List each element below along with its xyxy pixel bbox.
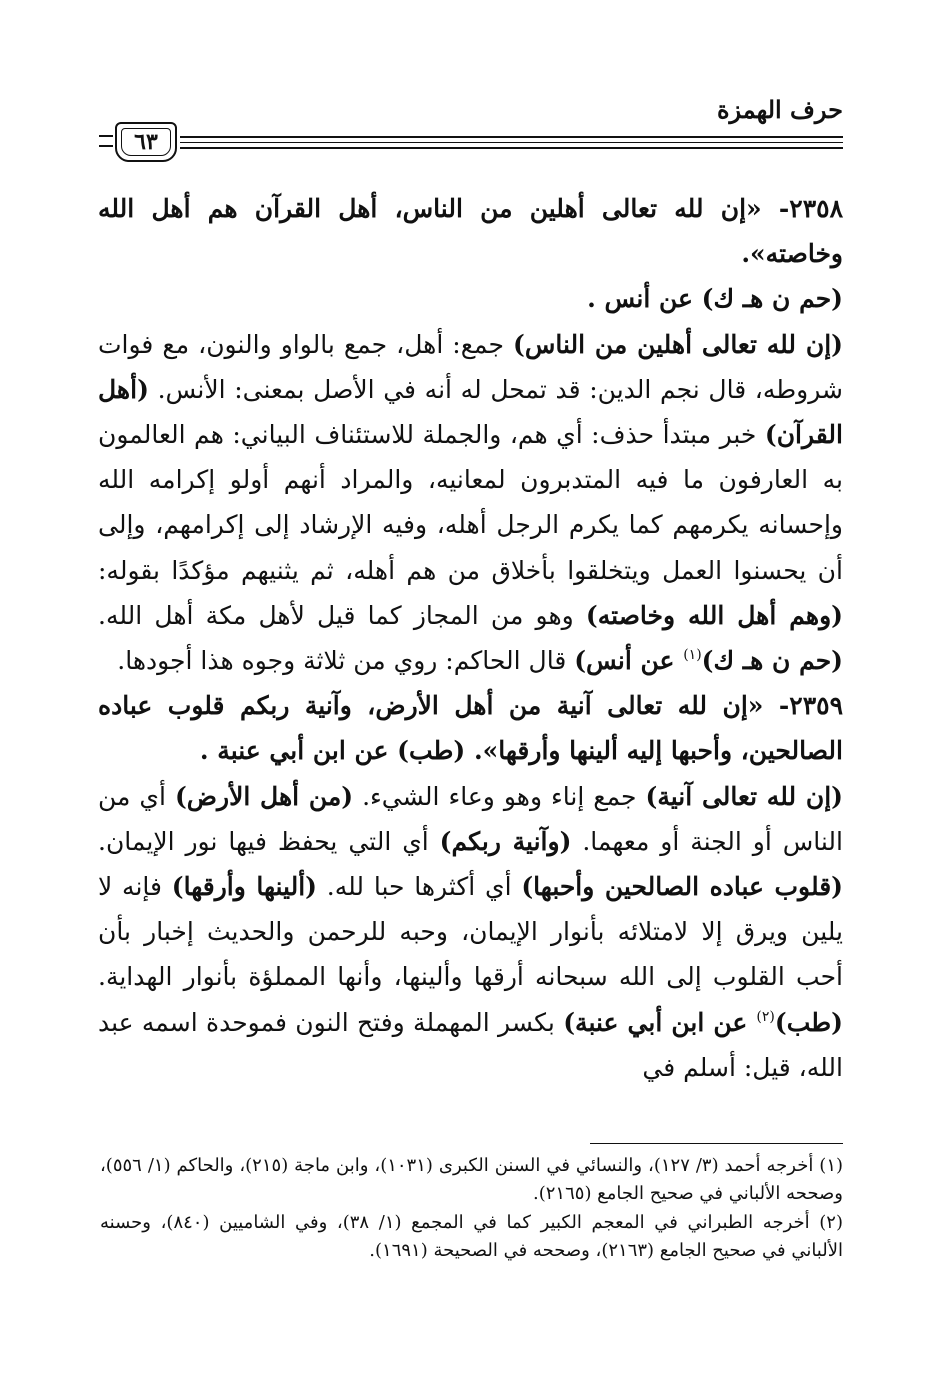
hadith-entry-2358	[98, 186, 843, 322]
lemma: (إن لله تعالى أهلين من الناس)	[512, 329, 843, 359]
footnote-1: (١) أخرجه أحمد (٣/ ١٢٧)، والنسائي في السنن الكبرى (١٠٣١)، وابن ماجة (٢١٥)، والحاكم (١/ ٥٥٦)، وصححه الألباني في صحيح الجامع (٢١٦٥).	[100, 1155, 844, 1204]
main-text	[98, 186, 843, 1090]
commentary-text: أي التي يحفظ فيها نور الإيمان.	[98, 826, 440, 856]
lemma: (ألينها وأرقها)	[171, 872, 317, 902]
commentary-text: أي من الناس أو الجنة أو معهما.	[98, 781, 843, 856]
hadith-text: ٢٣٥٨- «إن لله تعالى أهلين من الناس، أهل القرآن هم أهل الله وخاصته».	[98, 194, 843, 269]
footnote-2: (٢) أخرجه الطبراني في المعجم الكبير كما في المجمع (١/ ٣٨)، وفي الشاميين (٨٤٠)، وحسنه الألباني في صحيح الجامع (٢١٦٣)، وصححه في الصحيحة (١٦٩١).	[100, 1212, 843, 1261]
commentary-text: جمع: أهل، جمع بالواو والنون، مع فوات شروطه، قال نجم الدين: قد تمحل له أنه في الأصل بمعنى: الأنس.	[98, 329, 843, 404]
lemma: (إن لله تعالى آنية)	[645, 781, 843, 811]
footnote-ref[interactable]: (١)	[683, 647, 702, 664]
commentary-2359	[98, 774, 843, 1090]
footnote-ref[interactable]: (٢)	[756, 1008, 775, 1025]
lemma: (أهل القرآن)	[98, 374, 843, 450]
commentary-2358	[98, 322, 843, 684]
commentary-text: بكسر المهملة وفتح النون فموحدة اسمه عبد الله، قيل: أسلم في	[98, 1007, 843, 1082]
hadith-text: ٢٣٥٩- «إن لله تعالى آنية من أهل الأرض، وآنية ربكم قلوب عباده الصالحين، وأحبها إليه ألينها وأرقها». (طب) عن ابن أبي عنبة .	[98, 691, 843, 766]
lemma: عن ابن أبي عنبة)	[563, 1007, 757, 1037]
commentary-text: وهو من المجاز كما قيل لأهل مكة أهل الله.	[98, 600, 586, 630]
commentary-text: قال الحاكم: روي من ثلاثة وجوه هذا أجودها.	[117, 646, 575, 676]
lemma: (قلوب عباده الصالحين وأحبها)	[521, 872, 843, 902]
commentary-text: جمع إناء وهو وعاء الشيء.	[353, 781, 646, 811]
commentary-text: فإنه لا يلين ويرق إلا لامتلائه بأنوار الإيمان، وحبه للرحمن والحديث إخبار بأن أحب القلوب إلى الله سبحانه أرقها وألينها، وأنها المملؤة بأنوار الهداية.	[98, 872, 843, 992]
page-number: ٦٣	[115, 122, 177, 162]
header-rule	[180, 142, 843, 143]
lemma: عن أنس)	[574, 646, 684, 676]
footnote-separator	[590, 1143, 843, 1144]
page-number-ornament	[99, 135, 113, 147]
lemma: (من أهل الأرض)	[174, 781, 354, 811]
hadith-entry-2359	[98, 683, 843, 773]
running-title: حرف الهمزة	[716, 95, 843, 124]
hadith-source: (حم ن هـ ك) عن أنس .	[587, 284, 843, 314]
header-rule	[180, 147, 843, 149]
footnotes	[100, 1152, 843, 1266]
commentary-text: خبر مبتدأ حذف: أي هم، والجملة للاستئناف البياني: هم العالمون به العارفون ما فيه المتدبرون لمعانيه، والمراد أنهم أولو إكرامه الله وإحسانه يكرمهم كما يكرم الرجل أهله، وفيه الإرشاد إلى إكرامهم، وإلى أن يحسنوا العمل ويتخلقوا بأخلاق من هم أهله، ثم يثنيهم مؤكدًا بقوله:	[98, 420, 843, 585]
lemma: (طب)	[774, 1007, 843, 1037]
lemma: (وآنية ربكم)	[439, 826, 572, 856]
header-rule	[180, 136, 843, 138]
lemma: (وهم أهل الله وخاصته)	[585, 600, 843, 630]
commentary-text: أي أكثرها حبا لله.	[316, 872, 522, 902]
lemma: (حم ن هـ ك)	[701, 646, 843, 676]
